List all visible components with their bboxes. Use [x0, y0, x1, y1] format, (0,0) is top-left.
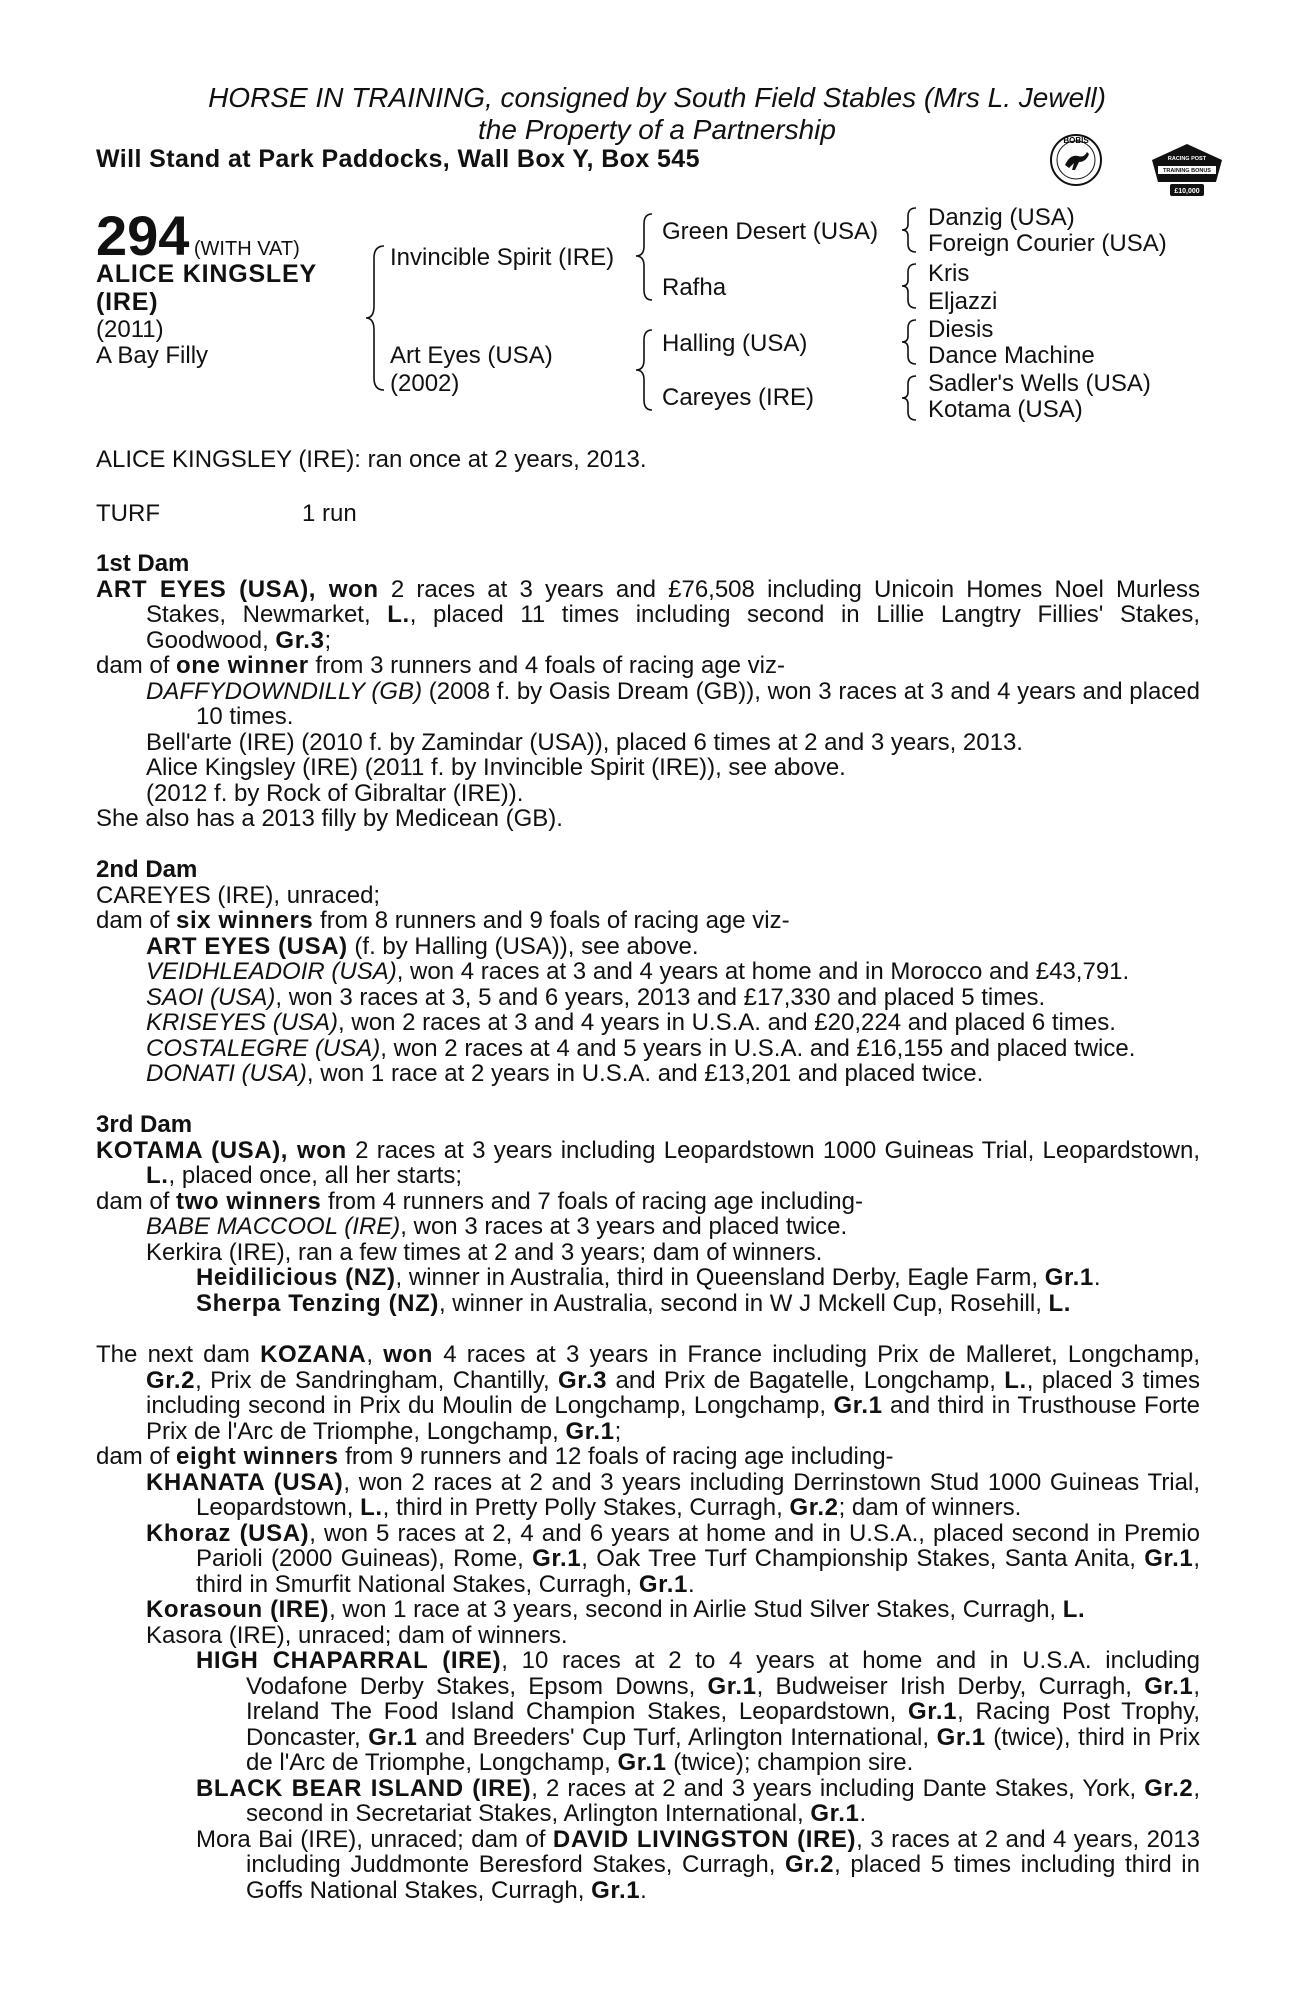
produce-name: Khoraz (USA) — [146, 1519, 310, 1547]
horse-year: (2011) — [96, 316, 164, 343]
ancestor-8: Kotama (USA) — [928, 396, 1083, 423]
group: Gr.1 — [532, 1545, 582, 1572]
horse-country: (IRE) — [96, 288, 159, 316]
horse-description: A Bay Filly — [96, 342, 209, 369]
text: , won 2 races at 2 and 3 years including Derrinstown Stud 1000 Guineas Trial, Leopardstown, — [196, 1468, 1200, 1521]
text: , Oak Tree Turf Championship Stakes, Santa Anita, — [581, 1545, 1145, 1572]
produce-name: COSTALEGRE (USA) — [146, 1034, 381, 1062]
produce-name: DAVID LIVINGSTON (IRE) — [552, 1825, 857, 1853]
text: , placed 11 times including second in Lillie Langtry Fillies' Stakes, Goodwood, — [146, 601, 1200, 654]
produce-4: (2012 f. by Rock of Gibraltar (IRE)). — [146, 779, 524, 807]
horse-name: ALICE KINGSLEY — [96, 260, 317, 288]
produce-2 — [96, 985, 1200, 1011]
stand-location: Will Stand at Park Paddocks, Wall Box Y, Box 545 — [96, 145, 700, 173]
group: Gr.3 — [558, 1366, 608, 1394]
ancestor-5: Diesis — [928, 316, 994, 343]
group: Gr.1 — [1044, 1264, 1094, 1291]
text: The next dam — [96, 1341, 261, 1368]
svg-text:RACING POST: RACING POST — [1167, 156, 1207, 162]
first-dam-note: She also has a 2013 filly by Medicean (GB). — [96, 805, 563, 832]
text: , Racing Post Trophy, Doncaster, — [246, 1698, 1200, 1751]
text: , second in Secretariat Stakes, Arlington International, — [246, 1774, 1201, 1827]
text: , winner in Australia, second in W J Mckell Cup, Rosehill, — [438, 1289, 1049, 1317]
produce-khoraz — [96, 1521, 1200, 1598]
second-dam-heading: 2nd Dam — [96, 856, 198, 883]
first-dam-produce — [96, 653, 1200, 679]
group: Gr.2 — [146, 1366, 196, 1394]
listed: L. — [387, 601, 410, 628]
second-dam-record: CAREYES (IRE), unraced; — [96, 881, 381, 909]
group: Gr.1 — [936, 1723, 986, 1751]
produce-mora-bai — [96, 1827, 1200, 1904]
produce-3 — [96, 1010, 1200, 1036]
next-dam-produce — [96, 1444, 1200, 1470]
text: , Budweiser Irish Derby, Curragh, — [756, 1672, 1145, 1700]
group: Gr.1 — [833, 1392, 883, 1419]
text: 2 races at 3 years and £76,508 including Unicoin Homes Noel Murless Stakes, Newmarket, — [146, 575, 1201, 628]
produce-name: Korasoun (IRE) — [146, 1596, 330, 1623]
produce-1 — [96, 1214, 1200, 1240]
text: , won 5 races at 2, 4 and 6 years at home and in U.S.A., placed second in Premio Parioli (2000 Guineas), Rome, — [196, 1519, 1200, 1572]
produce-khanata — [96, 1470, 1200, 1521]
winners-count: one winner — [176, 652, 309, 679]
produce-2: Bell'arte (IRE) (2010 f. by Zamindar (USA)), placed 6 times at 2 and 3 years, 2013. — [146, 728, 1023, 756]
text: (twice), third in Prix de l'Arc de Triomphe, Longchamp, — [246, 1723, 1200, 1776]
produce-2a — [96, 1265, 1200, 1291]
text: , won 4 races at 3 and 4 years at home and in Morocco and £43,791. — [396, 958, 1130, 985]
third-dam-produce — [96, 1189, 1200, 1215]
text: . — [640, 1876, 647, 1904]
text: dam of — [96, 1187, 177, 1215]
listed: L. — [1004, 1366, 1027, 1394]
produce-name: KRISEYES (USA) — [146, 1009, 339, 1036]
group: Gr.1 — [908, 1698, 958, 1725]
produce-kasora: Kasora (IRE), unraced; dam of winners. — [146, 1621, 568, 1649]
produce-name: BLACK BEAR ISLAND (IRE) — [196, 1774, 532, 1802]
first-dam-record — [96, 577, 1200, 654]
group: Gr.2 — [1144, 1774, 1194, 1802]
won-label: won — [383, 1341, 434, 1368]
dam-sire: Halling (USA) — [662, 330, 808, 357]
produce-2b — [96, 1291, 1200, 1317]
text: . — [1093, 1264, 1101, 1291]
text: (2008 f. by Oasis Dream (GB)), won 3 races at 3 and 4 years and placed 10 times. — [196, 677, 1201, 730]
ancestor-4: Eljazzi — [928, 288, 998, 315]
first-dam-heading: 1st Dam — [96, 550, 190, 577]
text: , 2 races at 2 and 3 years including Dante Stakes, York, — [531, 1774, 1145, 1802]
text: from 9 runners and 12 foals of racing age including- — [338, 1443, 894, 1470]
produce-4 — [96, 1036, 1200, 1062]
produce-3: Alice Kingsley (IRE) (2011 f. by Invincible Spirit (IRE)), see above. — [146, 754, 846, 781]
text: , Prix de Sandringham, Chantilly, — [195, 1366, 559, 1394]
produce-black-bear-island — [96, 1776, 1200, 1827]
text: and Breeders' Cup Turf, Arlington International, — [417, 1723, 937, 1751]
ancestor-1: Danzig (USA) — [928, 204, 1075, 231]
ancestor-3: Kris — [928, 260, 970, 287]
group: Gr.2 — [785, 1851, 835, 1878]
header-subtitle: the Property of a Partnership — [478, 114, 836, 145]
ancestor-6: Dance Machine — [928, 342, 1095, 369]
text: , winner in Australia, third in Queensland Derby, Eagle Farm, — [395, 1264, 1045, 1291]
produce-name: VEIDHLEADOIR (USA) — [146, 958, 397, 985]
ancestor-2: Foreign Courier (USA) — [928, 230, 1167, 257]
text: , third in Smurfit National Stakes, Curragh, — [196, 1545, 1201, 1598]
group: Gr.2 — [789, 1494, 839, 1521]
text: , won 2 races at 3 and 4 years in U.S.A. and £20,224 and placed 6 times. — [338, 1009, 1116, 1036]
text: and third in Trusthouse Forte Prix de l'Arc de Triomphe, Longchamp, — [146, 1392, 1200, 1445]
group: Gr.1 — [368, 1723, 418, 1751]
produce-1 — [96, 679, 1200, 730]
sire-sire: Green Desert (USA) — [662, 218, 879, 245]
text: , won 1 race at 2 years in U.S.A. and £13,201 and placed twice. — [306, 1060, 984, 1087]
winners-count: eight winners — [176, 1443, 339, 1470]
svg-text:£10,000: £10,000 — [1174, 188, 1200, 195]
text: (f. by Halling (USA)), see above. — [347, 932, 699, 960]
ancestor-7: Sadler's Wells (USA) — [928, 370, 1151, 397]
second-dam-section — [96, 857, 1200, 1087]
produce-1 — [96, 959, 1200, 985]
winners-count: six winners — [176, 907, 314, 934]
dam: Art Eyes (USA) — [390, 342, 553, 369]
text: from 3 runners and 4 foals of racing age viz- — [308, 652, 785, 679]
third-dam-section — [96, 1112, 1200, 1316]
lot-number: 294 — [96, 204, 190, 267]
group: Gr.1 — [591, 1876, 641, 1904]
produce-5 — [96, 1061, 1200, 1087]
text: , won 3 races at 3, 5 and 6 years, 2013 and £17,330 and placed 5 times. — [275, 983, 1046, 1011]
text: , placed once, all her starts; — [168, 1162, 463, 1189]
dam-year: (2002) — [390, 370, 460, 397]
produce-korasoun — [96, 1597, 1200, 1623]
text: from 8 runners and 9 foals of racing age viz- — [313, 907, 790, 934]
produce-name: BABE MACCOOL (IRE) — [146, 1213, 401, 1240]
header-title: HORSE IN TRAINING, consigned by South Field Stables (Mrs L. Jewell) — [208, 82, 1106, 113]
listed: L. — [360, 1494, 383, 1521]
text: 2 races at 3 years including Leopardstown 1000 Guineas Trial, Leopardstown, — [346, 1136, 1200, 1164]
second-dam-produce — [96, 908, 1200, 934]
group: Gr.1 — [565, 1417, 615, 1445]
text: from 4 runners and 7 foals of racing age including- — [321, 1187, 863, 1215]
listed: L. — [146, 1162, 169, 1189]
next-dam-record: The next dam KOZANA, won 4 races at 3 years in France including Prix de Malleret, Longchamp, Gr.2, Prix de Sandringham, Chantilly, Gr.3 and Prix de Bagatelle, Longchamp, L., placed 3 times including second in Prix du Moulin de Longchamp, Longchamp, Gr.1 and third in Trusthouse Forte Prix de l'Arc de Triomphe, Longchamp, Gr.1; — [96, 1341, 1200, 1445]
text: , won 1 race at 3 years, second in Airlie Stud Silver Stakes, Curragh, — [329, 1596, 1063, 1623]
text: . — [859, 1800, 867, 1827]
text: , third in Pretty Polly Stakes, Curragh, — [382, 1494, 790, 1521]
text: , won 2 races at 4 and 5 years in U.S.A. and £16,155 and placed twice. — [380, 1034, 1136, 1062]
text: ; dam of winners. — [838, 1494, 1022, 1521]
first-dam-section — [96, 551, 1200, 832]
listed: L. — [1048, 1289, 1072, 1317]
produce-name: SAOI (USA) — [146, 983, 276, 1011]
turf-label: TURF — [96, 500, 160, 527]
svg-text:TRAINING BONUS: TRAINING BONUS — [1163, 168, 1211, 174]
text: , 10 races at 2 to 4 years at home and in U.S.A. including Vodafone Derby Stakes, Epsom Downs, — [246, 1647, 1201, 1700]
text: ; — [614, 1417, 622, 1445]
text: dam of — [96, 1443, 177, 1470]
text: ; — [324, 626, 332, 654]
produce-name: ART EYES (USA) — [146, 932, 348, 960]
next-dam-name: KOZANA — [260, 1341, 367, 1368]
first-dam-name: ART EYES (USA), won — [96, 575, 379, 603]
group: Gr.3 — [275, 626, 325, 654]
text: dam of — [96, 652, 177, 679]
text: Mora Bai (IRE), unraced; dam of — [196, 1825, 553, 1853]
text: , placed 5 times including third in Goffs National Stakes, Curragh, — [246, 1851, 1200, 1904]
winners-count: two winners — [176, 1187, 322, 1215]
produce-name: KHANATA (USA) — [146, 1468, 344, 1496]
group: Gr.1 — [810, 1800, 860, 1827]
group: Gr.1 — [638, 1570, 688, 1598]
third-dam-name: KOTAMA (USA), won — [96, 1136, 347, 1164]
text: 4 races at 3 years in France including Prix de Malleret, Longchamp, — [433, 1341, 1200, 1368]
text: , 3 races at 2 and 4 years, 2013 including Juddmonte Beresford Stakes, Curragh, — [246, 1825, 1201, 1878]
text: (twice); champion sire. — [666, 1749, 914, 1776]
sire-dam: Rafha — [662, 274, 727, 301]
produce-name: HIGH CHAPARRAL (IRE) — [196, 1647, 502, 1674]
group: Gr.1 — [707, 1672, 757, 1700]
produce-name: DONATI (USA) — [146, 1060, 307, 1087]
third-dam-heading: 3rd Dam — [96, 1111, 193, 1138]
text: , placed 3 times including second in Prix du Moulin de Longchamp, Longchamp, — [146, 1366, 1200, 1419]
sire: Invincible Spirit (IRE) — [390, 244, 615, 271]
next-dam-section — [96, 1342, 1200, 1903]
text: , won 3 races at 3 years and placed twice. — [400, 1213, 848, 1240]
produce-name: Heidilicious (NZ) — [196, 1264, 396, 1291]
group: Gr.1 — [617, 1749, 667, 1776]
dam-dam: Careyes (IRE) — [662, 384, 815, 411]
third-dam-record — [96, 1138, 1200, 1189]
produce-name: DAFFYDOWNDILLY (GB) — [146, 677, 423, 705]
produce-0 — [96, 934, 1200, 960]
text: . — [687, 1570, 695, 1598]
vat-note: (WITH VAT) — [193, 238, 300, 260]
listed: L. — [1062, 1596, 1086, 1623]
text: and Prix de Bagatelle, Longchamp, — [607, 1366, 1005, 1394]
produce-name: Sherpa Tenzing (NZ) — [196, 1289, 439, 1317]
group: Gr.1 — [1144, 1672, 1194, 1700]
svg-text:BOBIS: BOBIS — [1063, 136, 1089, 145]
text: , Ireland The Food Island Champion Stakes, Leopardstown, — [246, 1672, 1201, 1725]
produce-2: Kerkira (IRE), ran a few times at 2 and 3 years; dam of winners. — [146, 1238, 823, 1266]
group: Gr.1 — [1144, 1545, 1194, 1572]
race-summary: ALICE KINGSLEY (IRE): ran once at 2 years, 2013. — [96, 446, 647, 473]
produce-high-chaparral — [96, 1648, 1200, 1776]
turf-value: 1 run — [302, 500, 357, 527]
text: dam of — [96, 907, 177, 934]
